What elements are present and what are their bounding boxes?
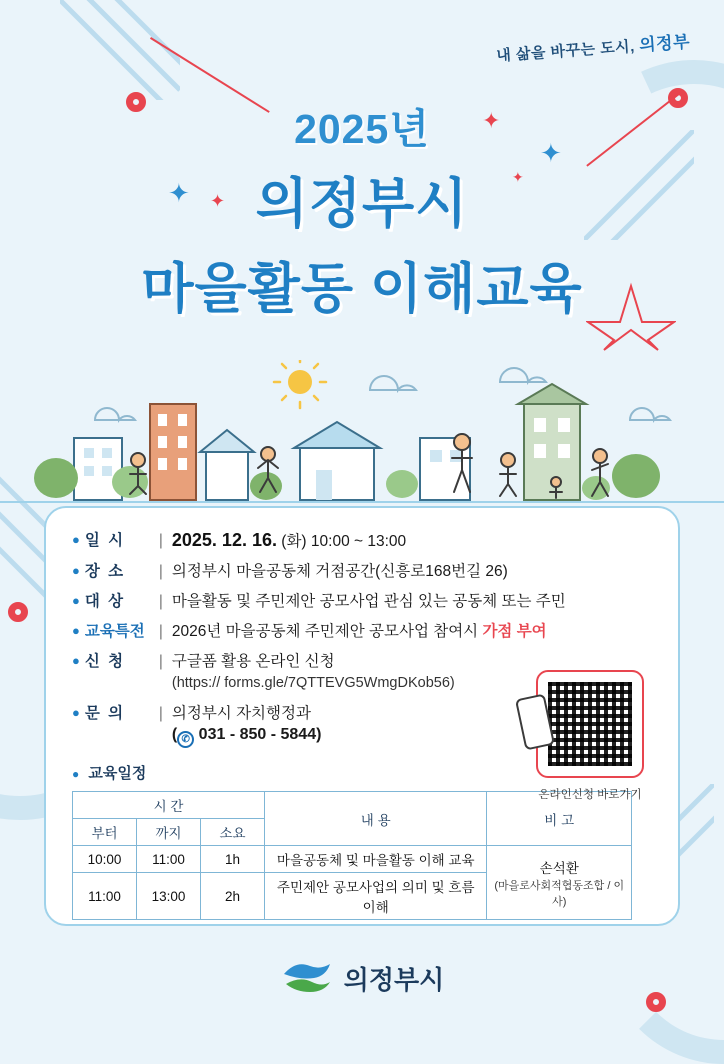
header-from: 부터 [73, 819, 137, 846]
info-value: 마을활동 및 주민제안 공모사업 관심 있는 공동체 또는 주민 [171, 593, 566, 610]
qr-caption: 온라인신청 바로가기 [538, 789, 642, 801]
header-content: 내 용 [265, 792, 487, 846]
star-icon-blue-right: ✦ [540, 138, 562, 168]
star-icon-red-small: ✦ [512, 169, 524, 185]
star-icon-blue-left: ✦ [168, 178, 190, 208]
cell-from: 10:00 [73, 846, 137, 873]
cell-to: 13:00 [137, 873, 201, 920]
benefit-text: 2026년 마을공동체 주민제안 공모사업 참여시 [171, 623, 483, 640]
cell-to: 11:00 [137, 846, 201, 873]
qr-code[interactable] [544, 678, 636, 770]
cell-duration: 1h [201, 846, 265, 873]
city-logo-text: 의정부시 [343, 964, 445, 995]
cell-from: 11:00 [73, 873, 137, 920]
qr-section [526, 678, 654, 802]
tagline-prefix: 내 삶을 바꾸는 도시, [495, 38, 636, 65]
bullet-icon: ● [72, 593, 80, 608]
bullet-icon: ● [72, 532, 80, 547]
phone-icon: ✆ [177, 731, 194, 748]
title-line-2: 마을활동 이해교육 [141, 259, 583, 319]
decor-stripes-top-left [60, 0, 180, 100]
star-icon-red-top: ✦ [482, 108, 501, 133]
cell-content: 마을공동체 및 마을활동 이해 교육 [265, 846, 487, 873]
town-illustration [0, 360, 724, 510]
info-label: 장 소 [84, 563, 126, 580]
city-logo-mark [280, 958, 334, 998]
info-separator: | [158, 593, 163, 610]
bullet-icon: ● [72, 653, 80, 668]
info-separator: | [158, 563, 163, 580]
cell-duration: 2h [201, 873, 265, 920]
title-year: 2025년 [294, 106, 430, 152]
apply-url[interactable]: (https:// forms.gle/7QTTEVG5WmgDKob56) [171, 675, 455, 691]
info-row-target [72, 591, 652, 612]
contact-phone-number: 031 - 850 - 5844 [198, 726, 317, 743]
contact-phone: ( ✆ 031 - 850 - 5844) [172, 726, 322, 743]
cell-content: 주민제안 공모사업의 의미 및 흐름 이해 [265, 873, 487, 920]
info-separator: | [158, 653, 163, 670]
info-separator: | [158, 623, 163, 640]
note-name: 손석환 [539, 860, 579, 876]
info-label: 일 시 [84, 532, 126, 549]
header-duration: 소요 [201, 819, 265, 846]
info-value [172, 530, 652, 552]
info-label: 신 청 [84, 653, 126, 670]
cell-note [487, 846, 632, 920]
city-tagline [495, 27, 690, 65]
info-value [172, 621, 652, 642]
decor-dot-left [8, 602, 28, 622]
info-label: 문 의 [84, 705, 126, 722]
info-label: 교육특전 [84, 623, 145, 640]
info-separator: | [158, 705, 163, 722]
header-time-group: 시 간 [73, 792, 265, 819]
info-separator: | [158, 532, 163, 549]
info-row-benefit [72, 621, 652, 642]
footer-logo [0, 958, 724, 998]
poster-title [0, 96, 724, 323]
header-to: 까지 [137, 819, 201, 846]
bullet-icon: ● [72, 623, 80, 638]
bullet-icon: ● [72, 705, 80, 720]
note-affiliation: (마을로사회적협동조합 / 이사) [494, 879, 625, 908]
contact-dept: 의정부시 자치행정과 [171, 705, 311, 722]
schedule-title-text: 교육일정 [88, 765, 147, 782]
table-row [73, 846, 632, 873]
info-value: 의정부시 마을공동체 거점공간(신흥로168번길 26) [171, 563, 508, 580]
header-note: 비 고 [487, 792, 632, 846]
info-label: 대 상 [84, 593, 126, 610]
schedule-table [72, 791, 632, 920]
bullet-icon: ● [72, 767, 80, 781]
star-icon-red-left: ✦ [210, 191, 226, 211]
apply-method: 구글폼 활용 온라인 신청 [171, 653, 335, 670]
info-card [44, 506, 680, 926]
benefit-highlight: 가점 부여 [482, 623, 547, 640]
info-row-place [72, 561, 652, 582]
tagline-brand: 의정부 [638, 32, 691, 55]
title-line-1: 의정부시 [255, 174, 469, 234]
event-date: 2025. 12. 16. [171, 530, 277, 550]
bullet-icon: ● [72, 563, 80, 578]
event-time: (화) 10:00 ~ 13:00 [281, 533, 407, 550]
info-row-datetime [72, 530, 652, 552]
